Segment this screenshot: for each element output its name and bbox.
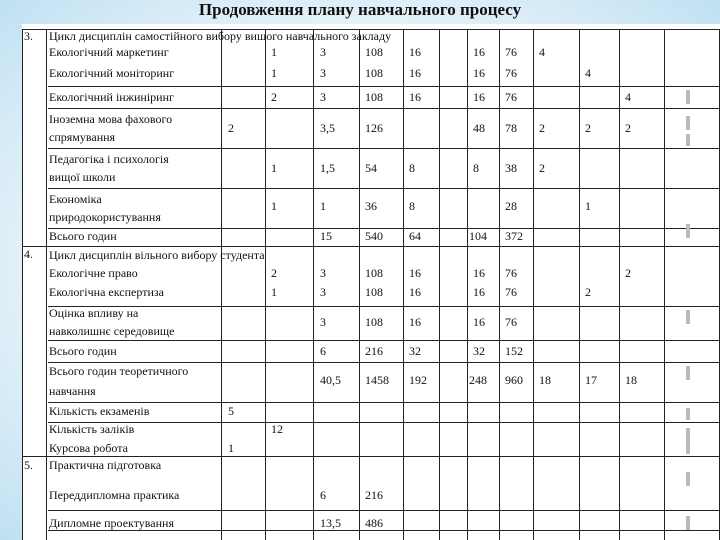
- cell: 152: [505, 344, 523, 358]
- row-name: Курсова робота: [49, 441, 128, 455]
- cell: 2: [625, 121, 631, 135]
- row-name-cont: природокористування: [49, 210, 161, 224]
- cell: 216: [365, 344, 383, 358]
- row-name: Всього годин теоретичного: [49, 364, 189, 378]
- cell: 248: [469, 373, 487, 387]
- cell: 16: [473, 45, 485, 59]
- edge-marker: [686, 442, 690, 454]
- section-number: 4.: [24, 247, 33, 261]
- grid-vline: [403, 30, 404, 540]
- cell: 3,5: [320, 121, 335, 135]
- cell: 1: [320, 199, 326, 213]
- edge-marker: [686, 408, 690, 420]
- cell: 192: [409, 373, 427, 387]
- grid-hline: [48, 86, 720, 87]
- edge-marker: [686, 516, 690, 530]
- curriculum-table: [22, 24, 720, 540]
- cell: 2: [271, 266, 277, 280]
- row-name: Кількість заліків: [49, 422, 135, 436]
- grid-vline: [22, 30, 23, 540]
- cell: 108: [365, 285, 383, 299]
- grid-hline: [48, 422, 720, 423]
- grid-vline: [439, 30, 440, 540]
- cell: 1: [271, 66, 277, 80]
- cell: 3: [320, 90, 326, 104]
- grid-vline: [265, 30, 266, 540]
- row-name: Економіка: [49, 192, 102, 206]
- section-title: Цикл дисциплін вільного вибору студента: [49, 248, 265, 262]
- row-name: Всього годин: [49, 229, 117, 243]
- cell: 36: [365, 199, 377, 213]
- cell: 64: [409, 229, 421, 243]
- section-number: 5.: [24, 458, 33, 472]
- row-name: Екологічний моніторинг: [49, 66, 175, 80]
- cell: 1: [228, 441, 234, 455]
- grid-vline: [664, 30, 665, 540]
- cell: 216: [365, 488, 383, 502]
- cell: 3: [320, 45, 326, 59]
- cell: 108: [365, 90, 383, 104]
- cell: 5: [228, 404, 234, 418]
- edge-marker: [686, 116, 690, 130]
- row-name: Іноземна мова фахового: [49, 112, 173, 126]
- cell: 108: [365, 315, 383, 329]
- grid-vline: [313, 30, 314, 540]
- cell: 3: [320, 285, 326, 299]
- cell: 1: [271, 285, 277, 299]
- cell: 4: [539, 45, 545, 59]
- cell: 3: [320, 315, 326, 329]
- cell: 16: [473, 66, 485, 80]
- edge-marker: [686, 366, 690, 380]
- cell: 17: [585, 373, 597, 387]
- row-name: Кількість екзаменів: [49, 404, 150, 418]
- row-name: Переддипломна практика: [49, 488, 180, 502]
- cell: 13,5: [320, 516, 341, 530]
- cell: 54: [365, 161, 377, 175]
- cell: 2: [625, 266, 631, 280]
- cell: 3: [320, 266, 326, 280]
- grid-vline: [619, 30, 620, 540]
- cell: 32: [409, 344, 421, 358]
- cell: 18: [539, 373, 551, 387]
- grid-vline: [359, 30, 360, 540]
- row-name: Екологічний маркетинг: [49, 45, 169, 59]
- edge-marker: [686, 90, 690, 104]
- grid-vline: [579, 30, 580, 540]
- grid-hline: [48, 340, 720, 341]
- cell: 48: [473, 121, 485, 135]
- grid-vline: [499, 30, 500, 540]
- grid-vline: [533, 30, 534, 540]
- cell: 16: [409, 45, 421, 59]
- row-name-cont: навколишнє середовище: [49, 324, 175, 338]
- cell: 15: [320, 229, 332, 243]
- row-name: Екологічний інжиніринг: [49, 90, 174, 104]
- cell: 1: [585, 199, 591, 213]
- row-name: Дипломне проектування: [49, 516, 174, 530]
- cell: 16: [409, 66, 421, 80]
- cell: 8: [409, 199, 415, 213]
- cell: 540: [365, 229, 383, 243]
- row-name: Оцінка впливу на: [49, 306, 139, 320]
- cell: 2: [539, 161, 545, 175]
- grid-hline: [48, 306, 720, 307]
- cell: 1: [271, 161, 277, 175]
- cell: 8: [473, 161, 479, 175]
- cell: 108: [365, 66, 383, 80]
- cell: 16: [409, 266, 421, 280]
- cell: 76: [505, 45, 517, 59]
- grid-vline: [467, 30, 468, 540]
- edge-marker: [686, 428, 690, 442]
- cell: 1458: [365, 373, 389, 387]
- cell: 1: [271, 199, 277, 213]
- cell: 16: [473, 90, 485, 104]
- row-name-cont: навчання: [49, 384, 96, 398]
- edge-marker: [686, 310, 690, 324]
- cell: 960: [505, 373, 523, 387]
- cell: 2: [228, 121, 234, 135]
- cell: 40,5: [320, 373, 341, 387]
- edge-marker: [686, 134, 690, 146]
- cell: 108: [365, 266, 383, 280]
- cell: 16: [473, 266, 485, 280]
- grid-hline: [48, 510, 720, 511]
- grid-hline: [48, 148, 720, 149]
- cell: 4: [625, 90, 631, 104]
- cell: 76: [505, 90, 517, 104]
- row-name-cont: спрямування: [49, 130, 116, 144]
- grid-vline: [221, 30, 222, 540]
- row-name: Екологічна експертиза: [49, 285, 164, 299]
- cell: 76: [505, 285, 517, 299]
- cell: 1,5: [320, 161, 335, 175]
- cell: 108: [365, 45, 383, 59]
- cell: 78: [505, 121, 517, 135]
- cell: 76: [505, 266, 517, 280]
- cell: 18: [625, 373, 637, 387]
- section-title: Практична підготовка: [49, 458, 162, 472]
- cell: 6: [320, 488, 326, 502]
- cell: 76: [505, 315, 517, 329]
- curriculum-sheet: [22, 24, 720, 540]
- cell: 2: [271, 90, 277, 104]
- row-name: Всього годин: [49, 344, 117, 358]
- cell: 6: [320, 344, 326, 358]
- row-name: Педагогіка і психологія: [49, 152, 169, 166]
- cell: 76: [505, 66, 517, 80]
- cell: 372: [505, 229, 523, 243]
- cell: 1: [271, 45, 277, 59]
- grid-hline: [48, 188, 720, 189]
- cell: 28: [505, 199, 517, 213]
- grid-hline: [48, 228, 720, 229]
- cell: 38: [505, 161, 517, 175]
- cell: 126: [365, 121, 383, 135]
- cell: 16: [473, 315, 485, 329]
- section-number: 3.: [24, 29, 33, 43]
- cell: 2: [585, 285, 591, 299]
- cell: 2: [539, 121, 545, 135]
- section-title: Цикл дисциплін самостійного вибору вищого навчального закладу: [49, 29, 392, 43]
- edge-marker: [686, 224, 690, 238]
- cell: 12: [271, 422, 283, 436]
- edge-marker: [686, 472, 690, 486]
- row-name: Екологічне право: [49, 266, 138, 280]
- row-name-cont: вищої школи: [49, 170, 116, 184]
- cell: 32: [473, 344, 485, 358]
- cell: 16: [409, 285, 421, 299]
- grid-vline: [46, 30, 47, 540]
- cell: 16: [473, 285, 485, 299]
- cell: 486: [365, 516, 383, 530]
- page-title: Продовження плану навчального процесу: [198, 0, 522, 19]
- cell: 16: [409, 90, 421, 104]
- cell: 104: [469, 229, 487, 243]
- cell: 4: [585, 66, 591, 80]
- cell: 8: [409, 161, 415, 175]
- cell: 2: [585, 121, 591, 135]
- cell: 3: [320, 66, 326, 80]
- grid-hline: [48, 108, 720, 109]
- cell: 16: [409, 315, 421, 329]
